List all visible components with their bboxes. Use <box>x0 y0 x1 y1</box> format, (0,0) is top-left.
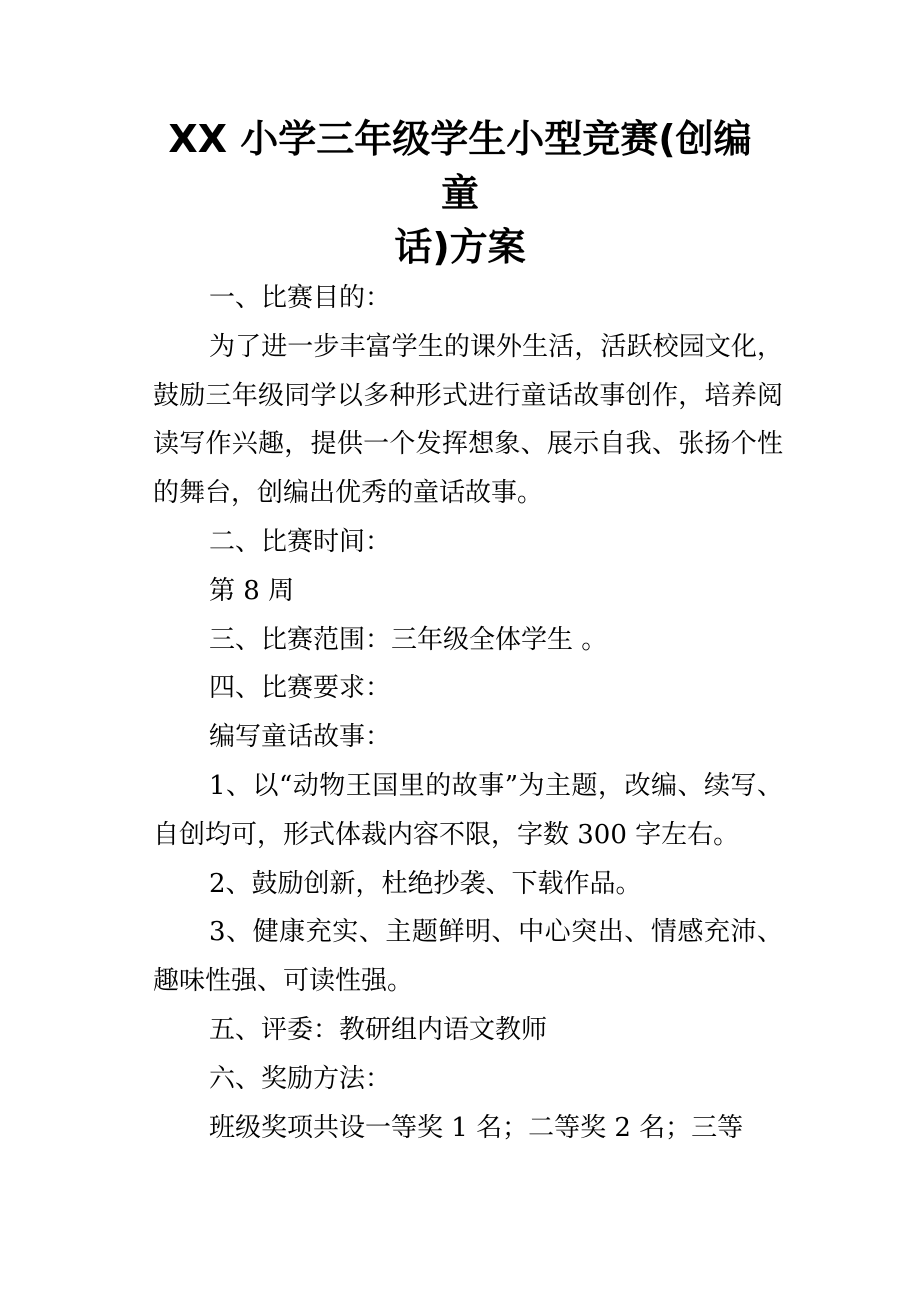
title-line-1: XX 小学三年级学生小型竞赛(创编童 <box>168 117 752 215</box>
section-heading-time: 二、比赛时间： <box>209 526 392 557</box>
section-heading-scope: 三、比赛范围：三年级全体学生 。 <box>209 624 608 655</box>
paragraph-requirements-intro: 编写童话故事： <box>209 722 392 753</box>
requirement-item-3: 3、健康充实、主题鲜明、中心突出、情感充沛、趣味性强、可读性强。 <box>153 917 783 997</box>
section-heading-judges: 五、评委：教研组内语文教师 <box>209 1014 548 1045</box>
section-heading-awards: 六、奖励方法： <box>209 1063 392 1094</box>
section-heading-requirements: 四、比赛要求： <box>209 673 392 704</box>
requirement-item-2: 2、鼓励创新，杜绝抄袭、下载作品。 <box>209 868 642 899</box>
title-line-2: 话)方案 <box>394 225 526 269</box>
paragraph-time: 第 8 周 <box>209 575 295 606</box>
document-title <box>150 112 770 274</box>
paragraph-awards: 班级奖项共设一等奖 1 名；二等奖 2 名；三等 <box>209 1112 744 1143</box>
paragraph-purpose: 为了进一步丰富学生的课外生活，活跃校园文化，鼓励三年级同学以多种形式进行童话故事创作，培养阅读写作兴趣，提供一个发挥想象、展示自我、张扬个性的舞台，创编出优秀的童话故事。 <box>153 331 783 509</box>
document-body <box>153 274 783 1152</box>
requirement-item-1: 1、以“动物王国里的故事”为主题，改编、续写、自创均可，形式体裁内容不限，字数 300 字左右。 <box>153 770 783 850</box>
section-heading-purpose: 一、比赛目的： <box>209 283 392 313</box>
